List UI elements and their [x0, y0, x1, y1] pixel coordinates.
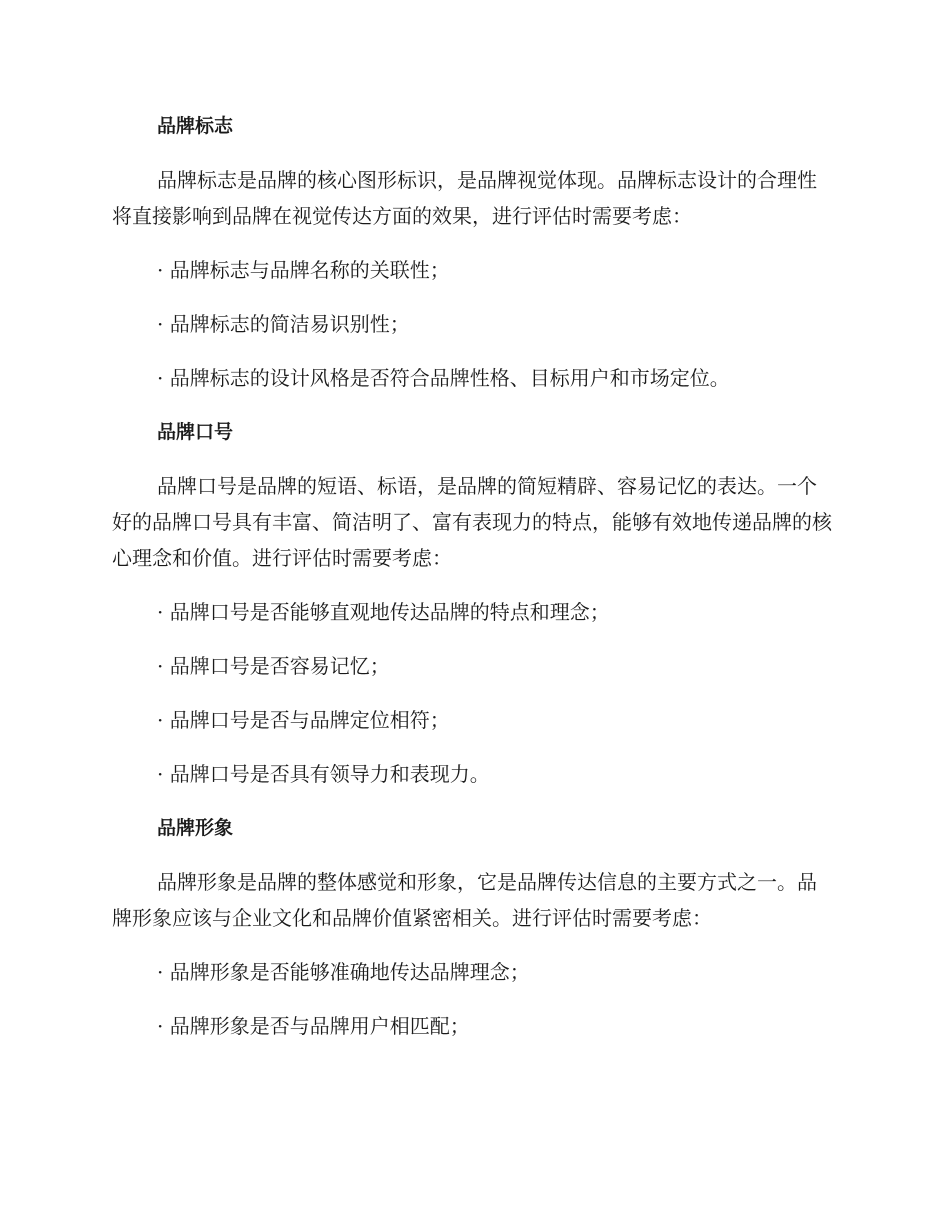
bullet-item: · 品牌形象是否能够准确地传达品牌理念；: [157, 960, 530, 984]
bullet-item: · 品牌口号是否具有领导力和表现力。: [157, 762, 490, 786]
section-paragraph: 品牌口号是品牌的短语、标语，是品牌的简短精辟、容易记忆的表达。一个好的品牌口号具有丰富、简洁明了、富有表现力的特点，能够有效地传递品牌的核心理念和价值。进行评估时需要考虑：: [112, 474, 832, 570]
section-paragraph: 品牌形象是品牌的整体感觉和形象，它是品牌传达信息的主要方式之一。品牌形象应该与企业文化和品牌价值紧密相关。进行评估时需要考虑：: [112, 870, 817, 930]
section-heading: 品牌标志: [157, 115, 234, 137]
section-heading: 品牌口号: [157, 421, 234, 443]
bullet-item: · 品牌标志的设计风格是否符合品牌性格、目标用户和市场定位。: [157, 366, 730, 390]
bullet-item: · 品牌口号是否能够直观地传达品牌的特点和理念；: [157, 600, 610, 624]
bullet-item: · 品牌标志的简洁易识别性；: [157, 312, 410, 336]
section-logo: [112, 108, 832, 396]
bullet-item: · 品牌形象是否与品牌用户相匹配；: [157, 1014, 470, 1038]
bullet-item: · 品牌口号是否与品牌定位相符；: [157, 708, 450, 732]
document-body: [112, 108, 832, 1062]
section-paragraph: 品牌标志是品牌的核心图形标识，是品牌视觉体现。品牌标志设计的合理性将直接影响到品牌在视觉传达方面的效果，进行评估时需要考虑：: [112, 168, 817, 228]
bullet-item: · 品牌口号是否容易记忆；: [157, 654, 390, 678]
section-slogan: [112, 414, 832, 792]
bullet-item: · 品牌标志与品牌名称的关联性；: [157, 258, 450, 282]
section-image: [112, 810, 832, 1044]
section-heading: 品牌形象: [157, 817, 234, 839]
